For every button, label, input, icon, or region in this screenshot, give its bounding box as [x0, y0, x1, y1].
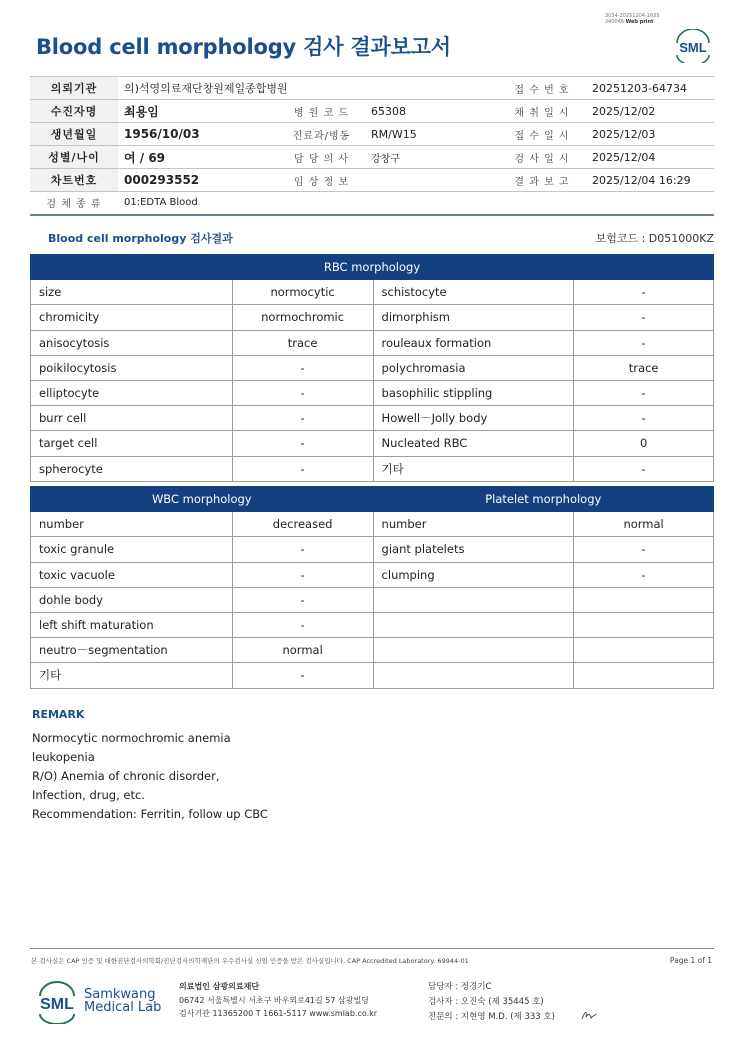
info-label: 수진자명: [30, 100, 118, 123]
remark-line: R/O) Anemia of chronic disorder,: [32, 769, 220, 783]
info-value: 의)석영의료재단창원제일종합병원: [118, 77, 498, 100]
info-value: 최용임: [118, 100, 278, 123]
finding-name: schistocyte: [373, 280, 574, 305]
table-row: [31, 380, 714, 405]
finding-name: [373, 663, 574, 688]
finding-value: trace: [232, 330, 373, 355]
wbc-platelet-table: [30, 486, 714, 689]
remark-line: Recommendation: Ferritin, follow up CBC: [32, 807, 268, 821]
table-row: [31, 612, 714, 637]
finding-name: left shift maturation: [31, 612, 233, 637]
info-value: 20251203-64734: [586, 77, 714, 100]
info-label: 담 당 의 사: [278, 146, 365, 169]
finding-value: decreased: [232, 512, 373, 537]
info-label: 검 체 종 류: [30, 192, 118, 215]
finding-value: [574, 612, 714, 637]
staff-line: 담당자 : 정경기C: [428, 982, 492, 992]
info-row: [30, 123, 714, 146]
info-label: 임 상 정 보: [278, 169, 365, 192]
finding-name: rouleaux formation: [373, 330, 574, 355]
finding-name: [373, 612, 574, 637]
info-label: 진료과/병동: [278, 123, 365, 146]
brand-line2: Medical Lab: [84, 1000, 162, 1015]
info-value: 여 / 69: [118, 146, 278, 169]
info-label: 채 취 일 시: [498, 100, 586, 123]
finding-name: burr cell: [31, 406, 233, 431]
sml-footer-logo-icon: [36, 980, 78, 1024]
remark-line: leukopenia: [32, 750, 95, 764]
info-value: 1956/10/03: [118, 123, 278, 146]
finding-value: -: [232, 537, 373, 562]
finding-value: 0: [574, 431, 714, 456]
rbc-header: RBC morphology: [31, 255, 714, 280]
finding-name: number: [31, 512, 233, 537]
footer-divider: [30, 948, 714, 949]
finding-name: polychromasia: [373, 355, 574, 380]
info-row: [30, 146, 714, 169]
staff-line: 검사자 : 오진숙 (제 35445 호): [428, 997, 544, 1007]
wbc-header: WBC morphology: [31, 487, 374, 512]
info-row: [30, 169, 714, 192]
remark-title: REMARK: [32, 708, 85, 721]
info-value: 2025/12/03: [586, 123, 714, 146]
table-row: [31, 562, 714, 587]
info-label: 결 과 보 고: [498, 169, 586, 192]
finding-value: -: [574, 280, 714, 305]
finding-value: -: [232, 355, 373, 380]
finding-value: -: [232, 380, 373, 405]
finding-value: normal: [232, 638, 373, 663]
finding-name: [373, 587, 574, 612]
finding-value: -: [574, 330, 714, 355]
staff-line: 전문의 : 지현영 M.D. (제 333 호): [428, 1012, 555, 1022]
remark-line: Infection, drug, etc.: [32, 788, 145, 802]
info-value: 01:EDTA Blood: [118, 192, 714, 215]
table-row: [31, 587, 714, 612]
finding-name: dimorphism: [373, 305, 574, 330]
document-code-number: 240046: [605, 19, 625, 25]
page-title: Blood cell morphology 검사 결과보고서: [36, 35, 451, 59]
finding-value: -: [574, 537, 714, 562]
section-title: Blood cell morphology 검사결과: [48, 232, 233, 245]
info-label: 의뢰기관: [30, 77, 118, 100]
insurance-code: 보험코드 : D051000KZ: [595, 232, 714, 245]
finding-value: -: [574, 456, 714, 481]
finding-value: -: [232, 456, 373, 481]
finding-name: [373, 638, 574, 663]
finding-name: anisocytosis: [31, 330, 233, 355]
finding-name: size: [31, 280, 233, 305]
info-value: 65308: [365, 100, 498, 123]
finding-value: -: [574, 380, 714, 405]
finding-value: -: [232, 431, 373, 456]
finding-value: [574, 663, 714, 688]
finding-name: giant platelets: [373, 537, 574, 562]
finding-name: spherocyte: [31, 456, 233, 481]
info-value: [365, 169, 498, 192]
finding-value: -: [232, 612, 373, 637]
table-row: [31, 456, 714, 481]
rbc-morphology-table: [30, 254, 714, 482]
info-value: RM/W15: [365, 123, 498, 146]
sml-logo-icon: [673, 29, 713, 63]
finding-value: -: [574, 406, 714, 431]
signature-icon: [580, 1008, 598, 1022]
info-value: 강창구: [365, 146, 498, 169]
finding-name: neutro－segmentation: [31, 638, 233, 663]
info-label: 병 원 코 드: [278, 100, 365, 123]
info-row: [30, 100, 714, 123]
finding-name: number: [373, 512, 574, 537]
table-row: [31, 406, 714, 431]
info-row: [30, 77, 714, 100]
finding-name: poikilocytosis: [31, 355, 233, 380]
info-value: 2025/12/04 16:29: [586, 169, 714, 192]
finding-name: 기타: [31, 663, 233, 688]
accreditation-note: 본 검사실은 CAP 인증 및 대한진단검사의학회/진단검사의학재단의 우수검사실 신임 인증을 받은 검사실입니다. CAP Accredited Laboratory. 69944-01: [31, 957, 469, 965]
finding-name: target cell: [31, 431, 233, 456]
finding-value: [574, 638, 714, 663]
table-row: [31, 431, 714, 456]
table-row: [31, 330, 714, 355]
finding-value: -: [574, 562, 714, 587]
table-row: [31, 305, 714, 330]
table-row: [31, 537, 714, 562]
info-value: 2025/12/02: [586, 100, 714, 123]
sml-footer-logo-text: SML: [40, 996, 74, 1013]
finding-value: -: [232, 406, 373, 431]
finding-value: -: [574, 305, 714, 330]
finding-name: toxic vacuole: [31, 562, 233, 587]
info-label: 생년월일: [30, 123, 118, 146]
remark-line: Normocytic normochromic anemia: [32, 731, 231, 745]
platelet-header: Platelet morphology: [373, 487, 713, 512]
table-row: [31, 638, 714, 663]
finding-value: -: [232, 663, 373, 688]
finding-name: Howell－Jolly body: [373, 406, 574, 431]
finding-name: basophilic stippling: [373, 380, 574, 405]
info-label: 차트번호: [30, 169, 118, 192]
finding-name: dohle body: [31, 587, 233, 612]
table-row: [31, 663, 714, 688]
finding-value: normal: [574, 512, 714, 537]
table-row: [31, 355, 714, 380]
org-address: 06742 서울특별시 서초구 바우뫼로41길 57 삼광빌딩: [179, 995, 369, 1005]
info-label: 접 수 일 시: [498, 123, 586, 146]
patient-info-table: [30, 76, 714, 216]
finding-name: toxic granule: [31, 537, 233, 562]
finding-value: -: [232, 562, 373, 587]
finding-value: normochromic: [232, 305, 373, 330]
table-row: [31, 280, 714, 305]
staff-info: [428, 980, 555, 1025]
sml-logo-text: SML: [679, 40, 707, 55]
finding-name: elliptocyte: [31, 380, 233, 405]
org-name: 의료법인 삼광의료재단: [179, 982, 260, 991]
document-code-line1: 3034-20251204-1635: [605, 13, 660, 19]
info-value: 000293552: [118, 169, 278, 192]
info-label: 성별/나이: [30, 146, 118, 169]
brand-line1: Samkwang: [84, 987, 156, 1002]
info-label: 접 수 번 호: [498, 77, 586, 100]
organization-info: [179, 980, 377, 1021]
finding-name: clumping: [373, 562, 574, 587]
finding-value: -: [232, 587, 373, 612]
table-row: [31, 512, 714, 537]
page-number: Page 1 of 1: [669, 956, 712, 965]
remark-text: [32, 729, 268, 824]
finding-value: normocytic: [232, 280, 373, 305]
info-value: 2025/12/04: [586, 146, 714, 169]
info-row: [30, 192, 714, 215]
document-code: [605, 13, 660, 25]
finding-value: [574, 587, 714, 612]
web-print-tag: Web print: [625, 19, 654, 25]
finding-name: chromicity: [31, 305, 233, 330]
finding-name: Nucleated RBC: [373, 431, 574, 456]
org-contact: 검사기관 11365200 T 1661-5117 www.smlab.co.kr: [179, 1009, 378, 1018]
finding-name: 기타: [373, 456, 574, 481]
finding-value: trace: [574, 355, 714, 380]
brand-name: [84, 988, 161, 1014]
info-label: 검 사 일 시: [498, 146, 586, 169]
